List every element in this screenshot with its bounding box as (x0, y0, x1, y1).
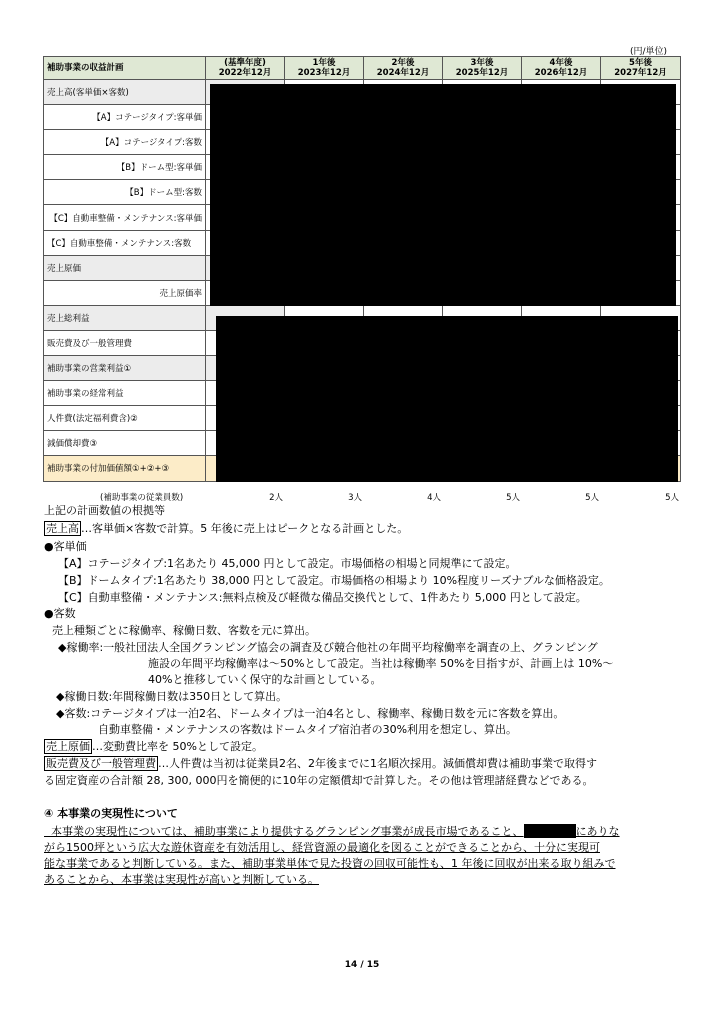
staff-count: 2人 (269, 493, 283, 503)
row-label: 売上原価率 (44, 280, 206, 305)
year-header: 5年後 2027年12月 (601, 57, 681, 80)
row-label: 【B】ドーム型:客数 (44, 180, 206, 205)
row-label: 補助事業の付加価値額①+②+③ (44, 456, 206, 481)
staff-count: 4人 (427, 493, 441, 503)
row-label: 補助事業の営業利益① (44, 356, 206, 381)
redaction-block (216, 316, 678, 482)
row-label: 販売費及び一般管理費 (44, 330, 206, 355)
staff-count: 3人 (348, 493, 362, 503)
row-label: 売上総利益 (44, 305, 206, 330)
staff-count: 5人 (585, 493, 599, 503)
row-label: 【A】コテージタイプ:客単価 (44, 105, 206, 130)
year-header: 3年後 2025年12月 (443, 57, 522, 80)
row-label: 補助事業の経常利益 (44, 381, 206, 406)
occupancy-text: 40%と推移していく保守的な計画としている。 (148, 673, 382, 686)
row-label: 【B】ドーム型:客単価 (44, 155, 206, 180)
customers-intro: 売上種類ごとに稼働率、稼働日数、客数を元に算出。 (52, 624, 316, 637)
row-label: 売上高(客単価×客数) (44, 80, 206, 105)
b-price-text: 【B】ドームタイプ:1名あたり 38,000 円として設定。市場価格の相場より 10%程度リーズナブルな価格設定。 (58, 574, 610, 587)
occupancy-text: 施設の年間平均稼働率は〜50%として設定。当社は稼働率 50%を目指すが、計画上は 10%〜 (148, 657, 614, 670)
page-number: 14 / 15 (344, 960, 380, 970)
row-label: 【A】コテージタイプ:客数 (44, 130, 206, 155)
operating-days-text: ◆稼働日数:年間稼働日数は350日として算出。 (56, 690, 288, 703)
cogs-label: 売上原価 (46, 740, 90, 753)
row-label: 【C】自動車整備・メンテナンス:客単価 (44, 205, 206, 230)
guests-text: ◆客数:コテージタイプは一泊2名、ドームタイプは一泊4名とし、稼働率、稼働日数を元に客数を算出。 (56, 707, 565, 720)
row-label: 【C】自動車整備・メンテナンス:客数 (44, 230, 206, 255)
staff-count-label: (補助事業の従業員数) (100, 493, 184, 503)
staff-count: 5人 (506, 493, 520, 503)
a-price-text: 【A】コテージタイプ:1名あたり 45,000 円として設定。市場価格の相場と同規準にて設定。 (58, 557, 517, 570)
year-header: 2年後 2024年12月 (364, 57, 443, 80)
cogs-basis: 売上原価 …変動費比率を 50%として設定。 (46, 740, 263, 753)
redaction-inline (524, 824, 576, 838)
sales-label: 売上高 (46, 522, 79, 535)
row-label: 売上原価 (44, 255, 206, 280)
unit-label: (円/単位) (630, 47, 668, 57)
sga-basis-cont: る固定資産の合計額 28, 300, 000円を簡便的に10年の定額償却で計算した。その他は管理諸経費などである。 (44, 774, 594, 787)
row-label: 減価償却費③ (44, 431, 206, 456)
unit-price-heading: ●客単価 (44, 540, 87, 553)
guests-text: 自動車整備・メンテナンスの客数はドームタイプ宿泊者の30%利用を想定し、算出。 (98, 723, 518, 736)
occupancy-text: ◆稼働率:一般社団法人全国グランピング協会の調査及び競合他社の年間平均稼働率を調査の上、グランピング (58, 641, 598, 654)
customers-heading: ●客数 (44, 607, 76, 620)
table-header-row (44, 57, 681, 80)
sales-basis: 売上高 …客単価×客数で計算。5 年後に売上はピークとなる計画とした。 (46, 522, 409, 535)
year-header: 1年後 2023年12月 (285, 57, 364, 80)
staff-count: 5人 (665, 493, 679, 503)
section-heading: ④ 本事業の実現性について (44, 807, 178, 820)
row-label: 人件費(法定福利費含)② (44, 406, 206, 431)
redaction-block (210, 84, 676, 306)
year-header: 4年後 2026年12月 (522, 57, 601, 80)
c-price-text: 【C】自動車整備・メンテナンス:無料点検及び軽微な備品交換代として、1件あたり 5,000 円として設定。 (58, 591, 587, 604)
sga-basis: 販売費及び一般管理費 …人件費は当初は従業員2名、2年後までに1名順次採用。減価償却費は補助事業で取得す (46, 757, 597, 770)
basis-title: 上記の計画数値の根拠等 (44, 504, 165, 517)
table-header-label: 補助事業の収益計画 (44, 57, 206, 80)
sga-label: 販売費及び一般管理費 (46, 757, 156, 770)
feasibility-paragraph: 本事業の実現性については、補助事業により提供するグランピング事業が成長市場であること、 にありな がら1500坪という広大な遊休資産を有効活用し、経営資源の最適化を図ることができることから、十分に実現可 能な事業であると判断している。また、補助事業単体で見た投資の回収可能性も、1 年後に回収が出来る取り組みで あることから、本事業は実現性が高いと判断している。 (44, 825, 620, 886)
year-header: (基準年度) 2022年12月 (206, 57, 285, 80)
